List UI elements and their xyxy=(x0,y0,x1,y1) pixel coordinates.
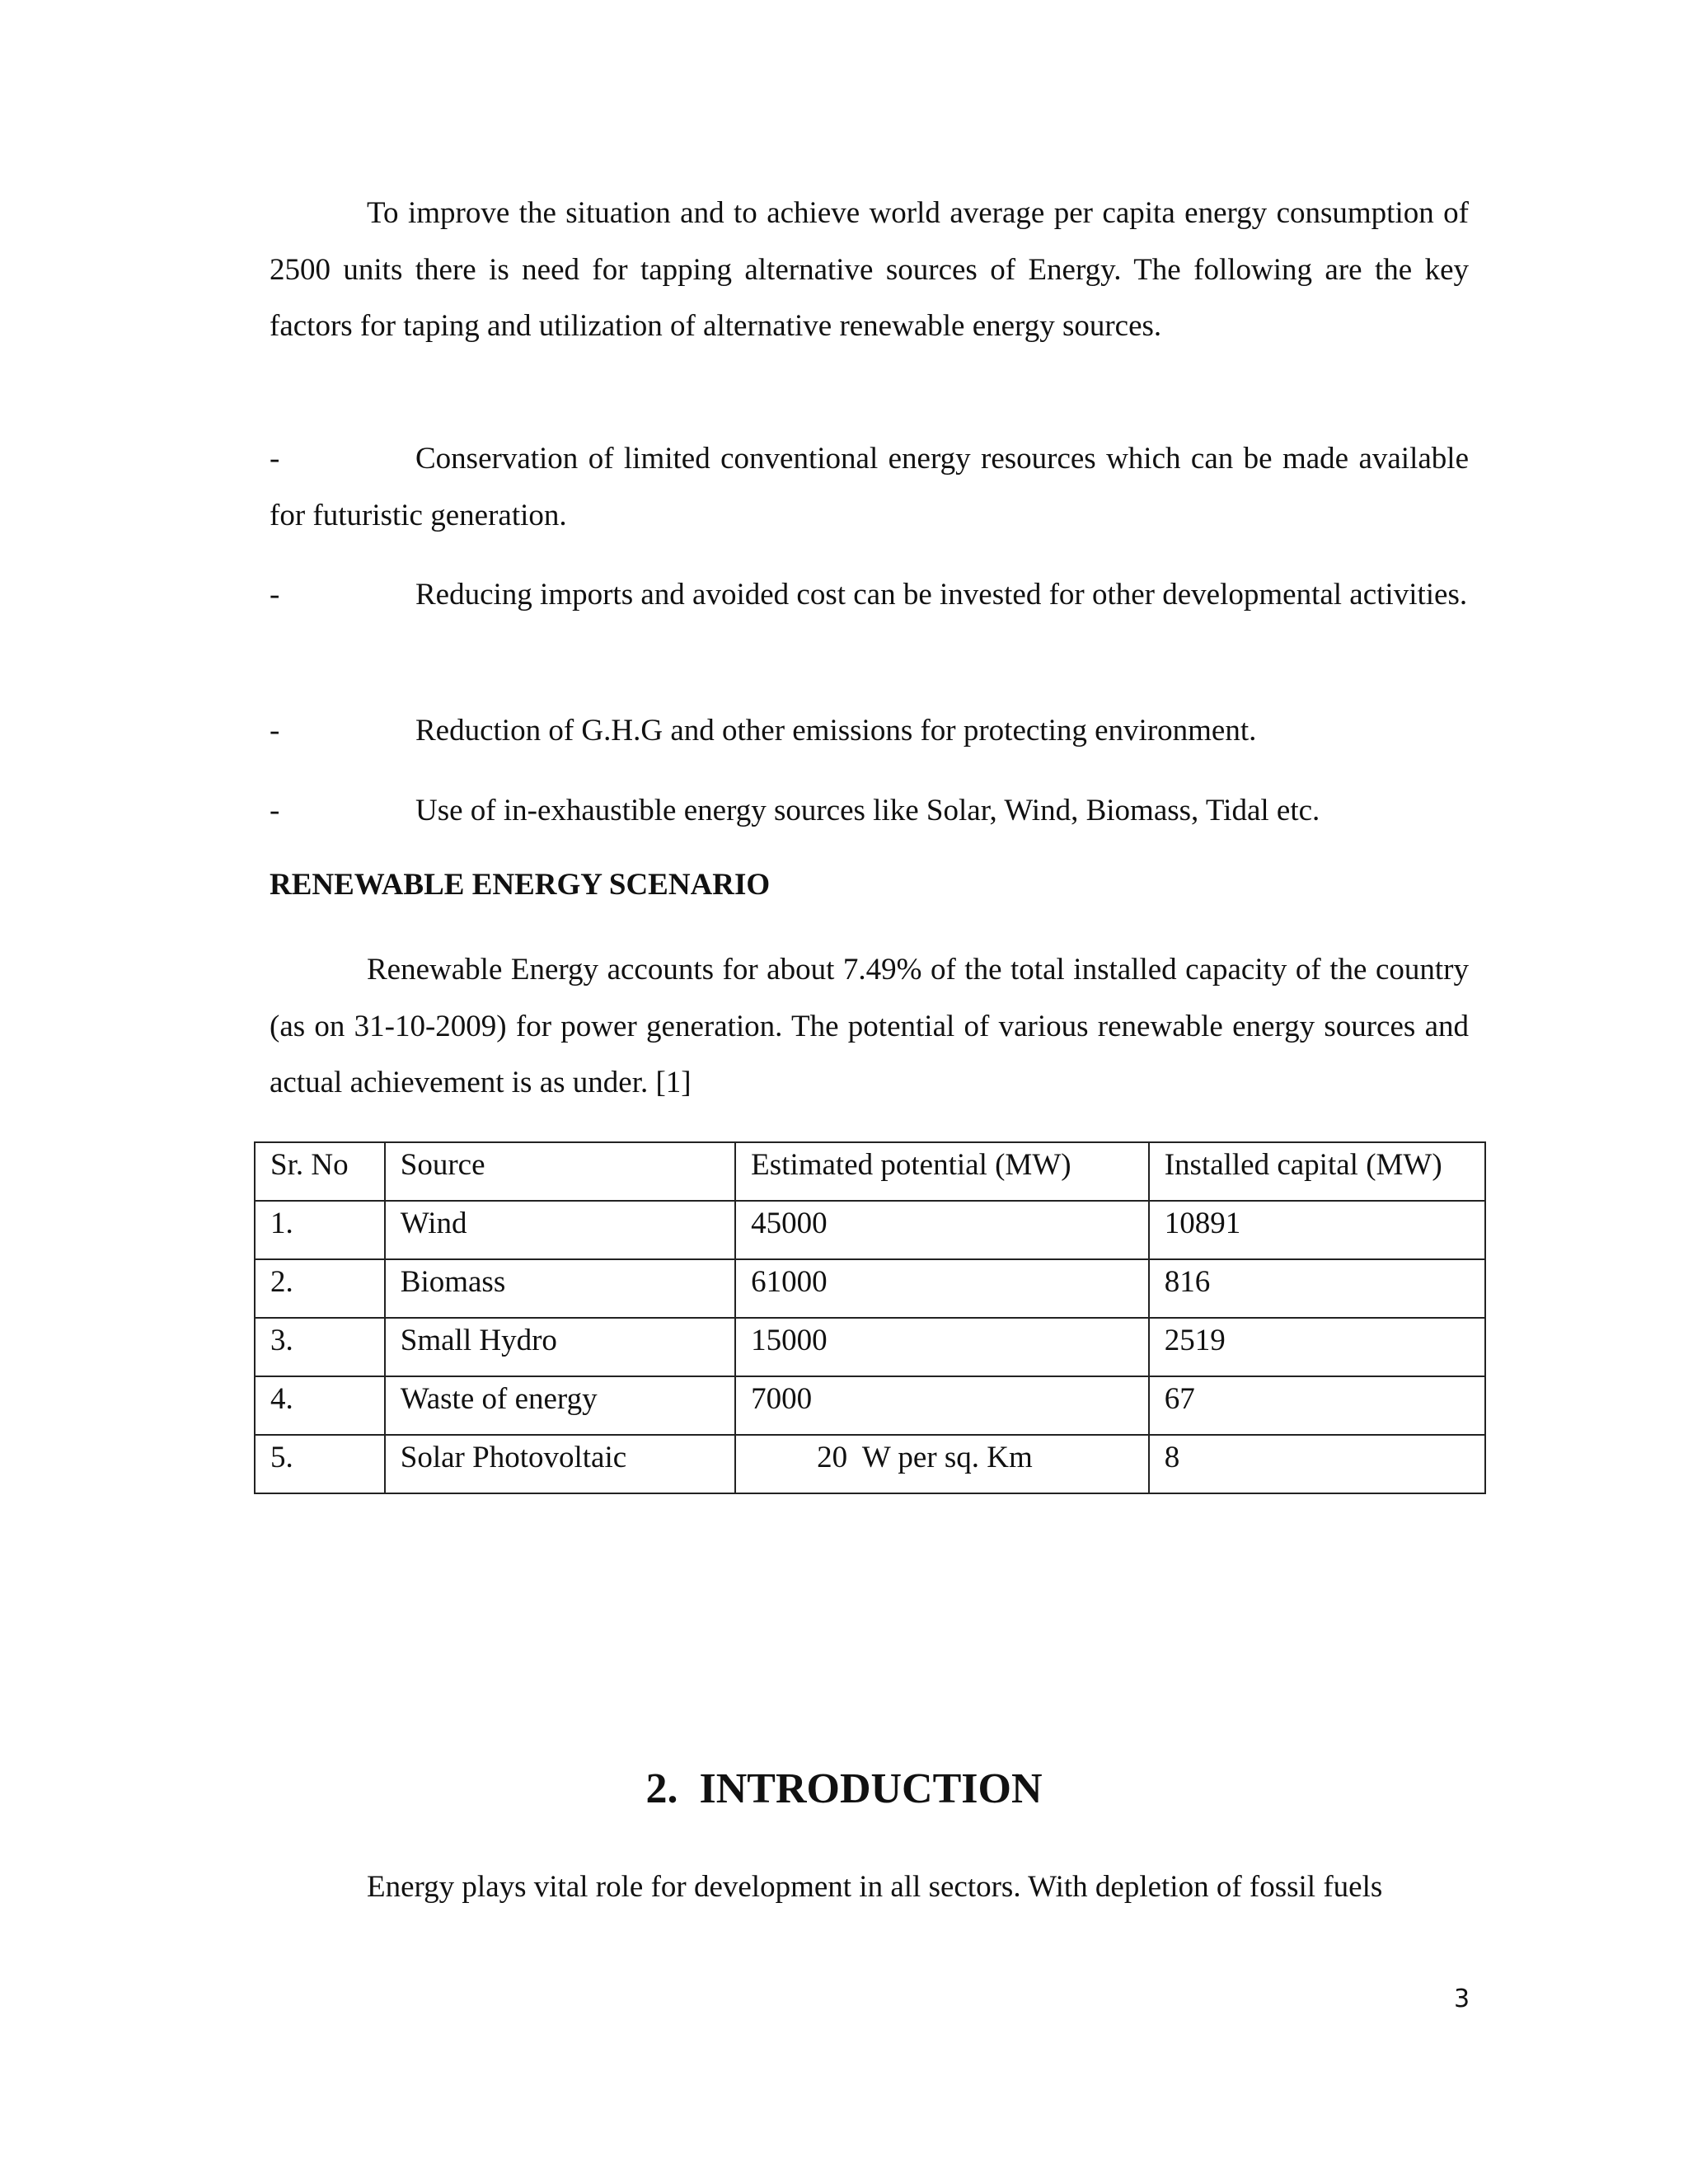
table-row xyxy=(255,1318,1485,1376)
table-cell: 10891 xyxy=(1149,1201,1485,1259)
bullet-dash: - xyxy=(270,714,280,748)
bullet-item xyxy=(270,431,1469,544)
table-cell: Small Hydro xyxy=(385,1318,735,1376)
table-cell: 67 xyxy=(1149,1376,1485,1435)
bullet-dash: - xyxy=(270,794,280,827)
bullet-dash: - xyxy=(270,442,280,476)
section-heading: RENEWABLE ENERGY SCENARIO xyxy=(270,868,771,902)
bullet-item xyxy=(270,703,1469,760)
table-cell: Wind xyxy=(385,1201,735,1259)
table-cell: 816 xyxy=(1149,1259,1485,1318)
table-cell: 4. xyxy=(255,1376,385,1435)
bullet-text: Reducing imports and avoided cost can be invested for other developmental activities. xyxy=(415,578,1468,612)
bullet-dash: - xyxy=(270,578,280,612)
intro-paragraph: To improve the situation and to achieve world average per capita energy consumption of 2500 units there is need for tapping alternative sources of Energy. The following are the key factors for taping and utilization of alternative renewable energy sources. xyxy=(270,196,1469,343)
table-row xyxy=(255,1259,1485,1318)
bullet-item xyxy=(270,783,1469,840)
table-row xyxy=(255,1435,1485,1493)
scenario-paragraph: Renewable Energy accounts for about 7.49% of the total installed capacity of the country (as on 31-10-2009) for power generation. The potential of various renewable energy sources and actual achievement is as under. [1] xyxy=(270,953,1469,1099)
table-header-row xyxy=(255,1142,1485,1201)
bullet-text: Conservation of limited conventional energy resources which can be made available for futuristic generation. xyxy=(270,442,1469,532)
table-cell: 7000 xyxy=(735,1376,1149,1435)
table-cell: Biomass xyxy=(385,1259,735,1318)
section-paragraph: Energy plays vital role for development in all sectors. With depletion of fossil fuels xyxy=(367,1870,1383,1904)
table-cell: 8 xyxy=(1149,1435,1485,1493)
table-header-cell: Estimated potential (MW) xyxy=(735,1142,1149,1201)
table-header-cell: Source xyxy=(385,1142,735,1201)
table-cell: 1. xyxy=(255,1201,385,1259)
bullet-item xyxy=(270,567,1469,624)
table-header-cell: Installed capital (MW) xyxy=(1149,1142,1485,1201)
page-number: 3 xyxy=(1454,1985,1470,2013)
table-row xyxy=(255,1376,1485,1435)
table-cell: 5. xyxy=(255,1435,385,1493)
table-cell: 2. xyxy=(255,1259,385,1318)
table-cell: 61000 xyxy=(735,1259,1149,1318)
bullet-text: Use of in-exhaustible energy sources like Solar, Wind, Biomass, Tidal etc. xyxy=(415,794,1320,827)
table-cell: 45000 xyxy=(735,1201,1149,1259)
table-cell: 3. xyxy=(255,1318,385,1376)
bullet-text: Reduction of G.H.G and other emissions for protecting environment. xyxy=(415,714,1257,748)
table-cell: Waste of energy xyxy=(385,1376,735,1435)
table-cell: 15000 xyxy=(735,1318,1149,1376)
table-cell: 20 W per sq. Km xyxy=(735,1435,1149,1493)
table-cell: 2519 xyxy=(1149,1318,1485,1376)
table-row xyxy=(255,1201,1485,1259)
table-header-cell: Sr. No xyxy=(255,1142,385,1201)
table-cell: Solar Photovoltaic xyxy=(385,1435,735,1493)
energy-table xyxy=(254,1141,1486,1494)
section-title: 2. INTRODUCTION xyxy=(645,1765,1043,1812)
